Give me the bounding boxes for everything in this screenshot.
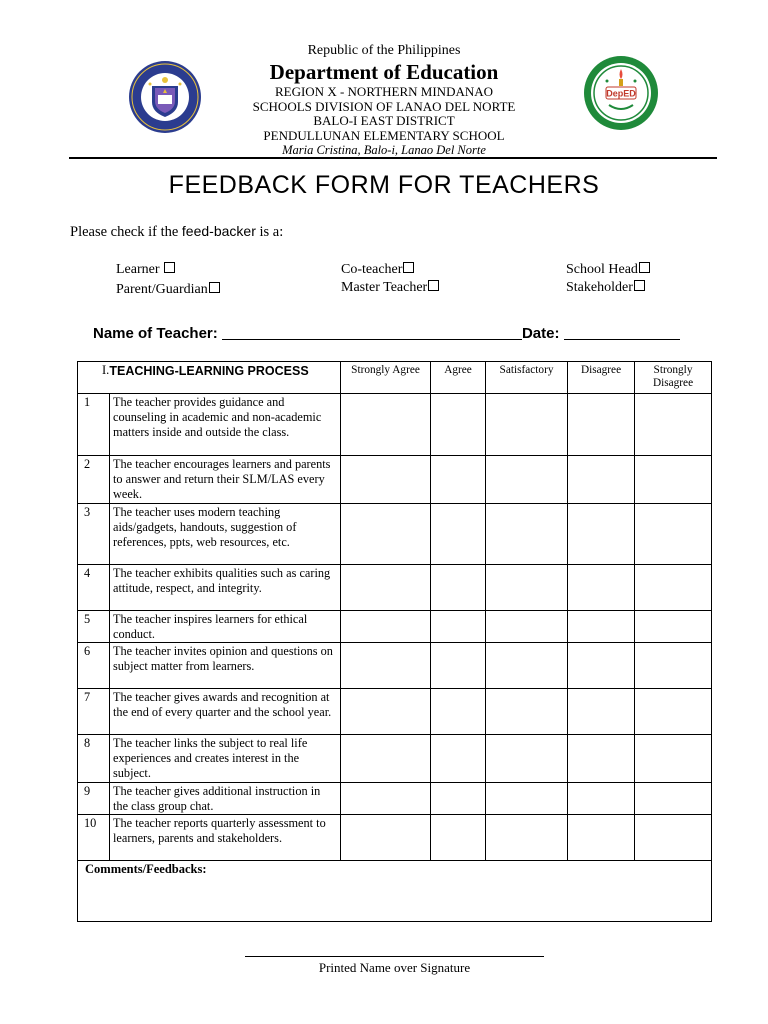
row-number: 3 bbox=[78, 503, 110, 564]
teacher-name-label: Name of Teacher: bbox=[93, 325, 222, 342]
row-number: 10 bbox=[78, 815, 110, 861]
region-line: REGION X - NORTHERN MINDANAO bbox=[274, 84, 494, 99]
rating-cell[interactable] bbox=[635, 394, 712, 456]
rating-cell[interactable] bbox=[341, 503, 431, 564]
row-number: 6 bbox=[78, 643, 110, 689]
table-row bbox=[78, 782, 712, 814]
rating-cell[interactable] bbox=[341, 394, 431, 456]
table-row bbox=[78, 610, 712, 642]
header-agree: Agree bbox=[431, 362, 486, 394]
table-row bbox=[78, 564, 712, 610]
table-row bbox=[78, 815, 712, 861]
header-strongly-disagree: Strongly Disagree bbox=[635, 362, 712, 394]
rating-cell[interactable] bbox=[486, 735, 568, 783]
rating-cell[interactable] bbox=[568, 456, 635, 504]
row-statement: The teacher links the subject to real life experiences and creates interest in the subject. bbox=[110, 735, 341, 783]
rating-cell[interactable] bbox=[341, 610, 431, 642]
row-statement: The teacher inspires learners for ethical conduct. bbox=[110, 610, 341, 642]
rating-cell[interactable] bbox=[568, 689, 635, 735]
option-parent-guardian[interactable]: Parent/Guardian bbox=[116, 282, 220, 298]
header-satisfactory: Satisfactory bbox=[486, 362, 568, 394]
section-roman-numeral: I. bbox=[102, 363, 110, 377]
comments-label: Comments/Feedbacks: bbox=[85, 862, 207, 877]
division-line: SCHOOLS DIVISION OF LANAO DEL NORTE bbox=[252, 98, 516, 114]
rating-cell[interactable] bbox=[635, 735, 712, 783]
rating-cell[interactable] bbox=[431, 564, 486, 610]
checkbox-school-head[interactable] bbox=[639, 262, 650, 273]
rating-cell[interactable] bbox=[431, 643, 486, 689]
signature-label: Printed Name over Signature bbox=[318, 960, 471, 975]
table-row bbox=[78, 394, 712, 456]
row-statement: The teacher uses modern teaching aids/gadgets, handouts, suggestion of references, ppts, web resources, etc. bbox=[110, 503, 341, 564]
rating-cell[interactable] bbox=[486, 503, 568, 564]
rating-cell[interactable] bbox=[635, 610, 712, 642]
rating-cell[interactable] bbox=[486, 815, 568, 861]
rating-cell[interactable] bbox=[635, 643, 712, 689]
rating-cell[interactable] bbox=[486, 643, 568, 689]
rating-cell[interactable] bbox=[341, 564, 431, 610]
rating-cell[interactable] bbox=[341, 735, 431, 783]
rating-cell[interactable] bbox=[486, 394, 568, 456]
rating-cell[interactable] bbox=[635, 689, 712, 735]
form-title: FEEDBACK FORM FOR TEACHERS bbox=[168, 171, 600, 199]
rating-cell[interactable] bbox=[486, 564, 568, 610]
checkbox-co-teacher[interactable] bbox=[403, 262, 414, 273]
rating-cell[interactable] bbox=[486, 782, 568, 814]
rating-cell[interactable] bbox=[341, 643, 431, 689]
row-number: 7 bbox=[78, 689, 110, 735]
checkbox-parent-guardian[interactable] bbox=[209, 282, 220, 293]
rating-cell[interactable] bbox=[635, 564, 712, 610]
comments-field[interactable] bbox=[78, 861, 712, 922]
rating-cell[interactable] bbox=[431, 735, 486, 783]
option-master-teacher[interactable]: Master Teacher bbox=[341, 280, 439, 296]
letterhead bbox=[0, 42, 768, 158]
option-school-head[interactable]: School Head bbox=[566, 262, 650, 278]
rating-cell[interactable] bbox=[431, 689, 486, 735]
rating-cell[interactable] bbox=[341, 815, 431, 861]
header-divider bbox=[69, 157, 717, 159]
header-strongly-agree: Strongly Agree bbox=[341, 362, 431, 394]
date-field[interactable] bbox=[564, 325, 680, 340]
table-row bbox=[78, 503, 712, 564]
rating-cell[interactable] bbox=[431, 815, 486, 861]
row-statement: The teacher invites opinion and questions on subject matter from learners. bbox=[110, 643, 341, 689]
rating-cell[interactable] bbox=[568, 815, 635, 861]
rating-cell[interactable] bbox=[486, 610, 568, 642]
checkbox-master-teacher[interactable] bbox=[428, 280, 439, 291]
row-number: 8 bbox=[78, 735, 110, 783]
rating-cell[interactable] bbox=[341, 689, 431, 735]
option-learner[interactable]: Learner bbox=[116, 262, 175, 278]
row-statement: The teacher provides guidance and counseling in academic and non-academic matters inside and outside the class. bbox=[110, 394, 341, 456]
rating-cell[interactable] bbox=[431, 394, 486, 456]
rating-cell[interactable] bbox=[431, 610, 486, 642]
date-label: Date: bbox=[521, 325, 564, 342]
row-number: 4 bbox=[78, 564, 110, 610]
table-header-row bbox=[78, 362, 712, 394]
table-row bbox=[78, 456, 712, 504]
option-co-teacher[interactable]: Co-teacher bbox=[341, 262, 414, 278]
rating-cell[interactable] bbox=[431, 503, 486, 564]
table-row bbox=[78, 735, 712, 783]
rating-cell[interactable] bbox=[568, 503, 635, 564]
rating-cell[interactable] bbox=[431, 782, 486, 814]
department-name: Department of Education bbox=[269, 60, 499, 84]
rating-cell[interactable] bbox=[341, 456, 431, 504]
row-statement: The teacher reports quarterly assessment to learners, parents and stakeholders. bbox=[110, 815, 341, 861]
rating-cell[interactable] bbox=[635, 503, 712, 564]
rating-cell[interactable] bbox=[431, 456, 486, 504]
rating-cell[interactable] bbox=[568, 735, 635, 783]
checkbox-stakeholder[interactable] bbox=[634, 280, 645, 291]
rating-cell[interactable] bbox=[341, 782, 431, 814]
row-number: 2 bbox=[78, 456, 110, 504]
row-number: 1 bbox=[78, 394, 110, 456]
rating-cell[interactable] bbox=[486, 456, 568, 504]
republic-line: Republic of the Philippines bbox=[307, 43, 461, 58]
rating-cell[interactable] bbox=[486, 689, 568, 735]
school-address: Maria Cristina, Balo-i, Lanao Del Norte bbox=[282, 143, 486, 157]
district-line: BALO-I EAST DISTRICT bbox=[313, 113, 455, 128]
row-statement: The teacher encourages learners and parents to answer and return their SLM/LAS every week. bbox=[110, 456, 341, 504]
rating-cell[interactable] bbox=[635, 782, 712, 814]
header-disagree: Disagree bbox=[568, 362, 635, 394]
rating-cell[interactable] bbox=[568, 394, 635, 456]
process-header: TEACHING-LEARNING PROCESS bbox=[109, 364, 309, 378]
row-number: 5 bbox=[78, 610, 110, 642]
rating-cell[interactable] bbox=[635, 815, 712, 861]
teacher-name-row bbox=[93, 325, 680, 342]
instruction-text: Please check if the feed-backer is a: bbox=[70, 223, 284, 240]
school-name: PENDULLUNAN ELEMENTARY SCHOOL bbox=[263, 127, 505, 143]
row-statement: The teacher gives additional instruction in the class group chat. bbox=[110, 782, 341, 814]
rating-cell[interactable] bbox=[568, 643, 635, 689]
row-statement: The teacher gives awards and recognition at the end of every quarter and the school year. bbox=[110, 689, 341, 735]
option-stakeholder[interactable]: Stakeholder bbox=[566, 280, 645, 296]
comments-row bbox=[78, 861, 712, 922]
checkbox-learner[interactable] bbox=[164, 262, 175, 273]
rating-cell[interactable] bbox=[568, 782, 635, 814]
rating-cell[interactable] bbox=[568, 564, 635, 610]
rating-cell[interactable] bbox=[635, 456, 712, 504]
teacher-name-field[interactable] bbox=[222, 325, 522, 340]
table-row bbox=[78, 643, 712, 689]
process-header-cell bbox=[78, 362, 341, 394]
row-number: 9 bbox=[78, 782, 110, 814]
table-row bbox=[78, 689, 712, 735]
row-statement: The teacher exhibits qualities such as caring attitude, respect, and integrity. bbox=[110, 564, 341, 610]
signature-line bbox=[245, 956, 544, 957]
rating-cell[interactable] bbox=[568, 610, 635, 642]
svg-text:DepED: DepED bbox=[606, 88, 636, 99]
feedback-table bbox=[77, 361, 712, 922]
